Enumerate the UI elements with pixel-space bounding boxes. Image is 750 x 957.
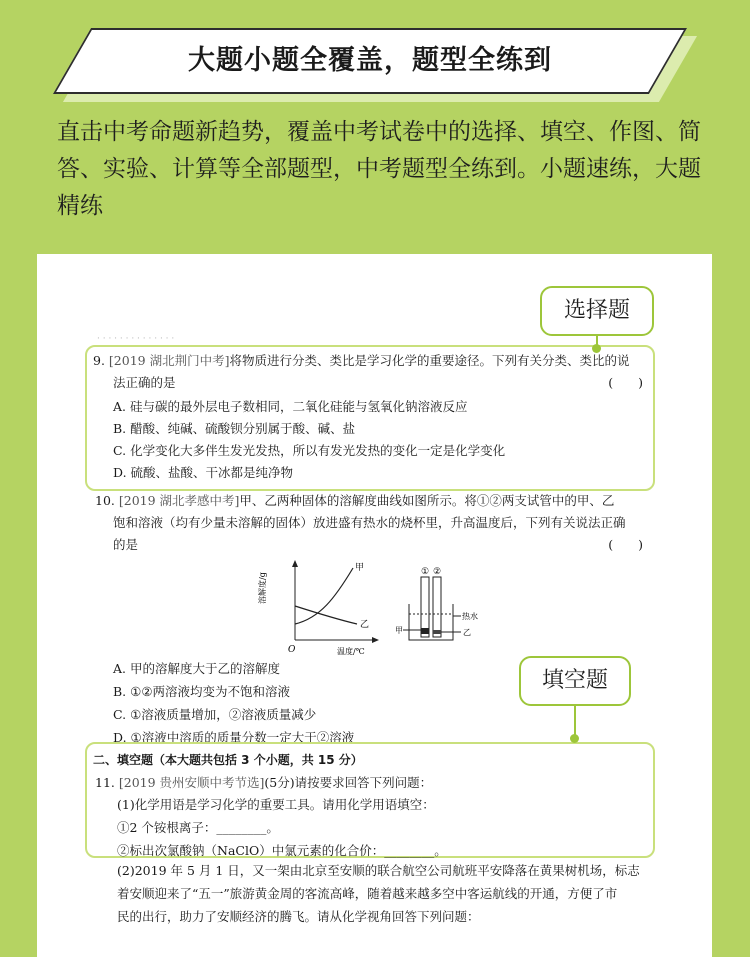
q11-sub2-line2: 着安顺迎来了“五一”旅游黄金周的客流高峰，随着越来越多空中客运航线的开通，方便了市 xyxy=(117,886,618,901)
q9-option-a: A. 硅与碳的最外层电子数相同，二氧化硅能与氢氧化钠溶液反应 xyxy=(113,399,468,414)
q11-sub1: (1)化学用语是学习化学的重要工具。请用化学用语填空： xyxy=(117,797,435,812)
q11-number: 11. xyxy=(95,775,115,790)
section2-title: 二、填空题（本大题共包括 3 个小题，共 15 分） xyxy=(93,753,363,767)
solid-yi xyxy=(433,630,441,634)
graph-origin: O xyxy=(288,645,296,655)
q11-line1 xyxy=(95,772,432,794)
q10-option-d: D. ①溶液中溶质的质量分数一定大于②溶液 xyxy=(113,730,355,745)
q10-stem-1: 甲、乙两种固体的溶解度曲线如图所示。将①②两支试管中的甲、乙 xyxy=(239,493,615,508)
q11-item2: ②标出次氯酸钠（NaClO）中氯元素的化合价：________。 xyxy=(117,843,447,858)
apparatus-label-jia: 甲 xyxy=(395,626,403,635)
q11-stem: 请按要求回答下列问题： xyxy=(294,775,433,790)
graph-label-jia: 甲 xyxy=(355,563,365,573)
q10-line2: 饱和溶液（均有少量未溶解的固体）放进盛有热水的烧杯里，升高温度后，下列有关说法正确 xyxy=(113,515,626,530)
tag-choice-dot xyxy=(592,344,601,353)
graph-y-arrow xyxy=(292,560,298,567)
q10-source: [2019 湖北孝感中考] xyxy=(118,493,240,508)
graph-label-yi: 乙 xyxy=(360,620,370,630)
q9-option-b: B. 醋酸、纯碱、硫酸钡分别属于酸、碱、盐 xyxy=(113,421,356,436)
intro-text: 直击中考命题新趋势，覆盖中考试卷中的选择、填空、作图、简答、实验、计算等全部题型，中考题型全练到。小题速练，大题精练 xyxy=(57,119,701,219)
cutoff-line: · · · · · · · · · · · · · · xyxy=(97,334,175,344)
q10-option-a: A. 甲的溶解度大于乙的溶解度 xyxy=(113,661,280,676)
solid-jia xyxy=(421,628,429,634)
q10-stem-3: 的是 xyxy=(113,537,139,552)
water-label: 热水 xyxy=(462,612,478,621)
q10-option-b: B. ①②两溶液均变为不饱和溶液 xyxy=(113,684,291,699)
q9-option-d: D. 硫酸、盐酸、干冰都是纯净物 xyxy=(113,465,294,480)
q9-option-c: C. 化学变化大多伴生发光发热，所以有发光发热的变化一定是化学变化 xyxy=(113,443,506,458)
beaker-apparatus xyxy=(395,564,485,644)
q9-stem-1: 将物质进行分类、类比是学习化学的重要途径。下列有关分类、类比的说 xyxy=(229,353,630,368)
q11-sub2-line1: (2)2019 年 5 月 1 日，又一架由北京至安顺的联合航空公司航班平安降落在黄果树机场，标志 xyxy=(117,863,640,878)
tag-choice-question: 选择题 xyxy=(540,286,654,336)
q9-number: 9. xyxy=(93,353,105,368)
q9-answer-paren: ( ) xyxy=(608,375,643,390)
q11-source: [2019 贵州安顺中考节选] xyxy=(118,775,265,790)
tube-label-2: ② xyxy=(433,567,442,577)
solubility-graph xyxy=(258,558,385,658)
q11-item1: ①2 个铵根离子：________。 xyxy=(117,820,279,835)
apparatus-label-yi: 乙 xyxy=(463,628,471,637)
q10-answer-paren: ( ) xyxy=(608,537,643,552)
q9-line2 xyxy=(113,372,643,394)
q11-score: (5分) xyxy=(264,775,295,790)
q11-sub2-line3: 民的出行，助力了安顺经济的腾飞。请从化学视角回答下列问题： xyxy=(117,909,480,924)
graph-xlabel: 温度/℃ xyxy=(337,647,365,656)
q10-line1 xyxy=(95,490,651,512)
test-tube-2 xyxy=(433,577,441,637)
graph-x-arrow xyxy=(372,637,379,643)
exam-paper xyxy=(37,254,712,957)
q9-line1 xyxy=(93,350,649,372)
banner xyxy=(72,28,678,104)
tube-label-1: ① xyxy=(421,567,430,577)
banner-title: 大题小题全覆盖，题型全练到 xyxy=(188,45,552,76)
q9-stem-2: 法正确的是 xyxy=(113,375,176,390)
q10-option-c: C. ①溶液质量增加，②溶液质量减少 xyxy=(113,707,317,722)
graph-ylabel: 溶解度/g xyxy=(258,572,267,604)
q9-source: [2019 湖北荆门中考] xyxy=(108,353,230,368)
q10-line3 xyxy=(113,534,643,556)
tag-fill-dot xyxy=(570,734,579,743)
q10-number: 10. xyxy=(95,493,115,508)
tag-fill-question: 填空题 xyxy=(519,656,631,706)
beaker xyxy=(409,604,453,640)
